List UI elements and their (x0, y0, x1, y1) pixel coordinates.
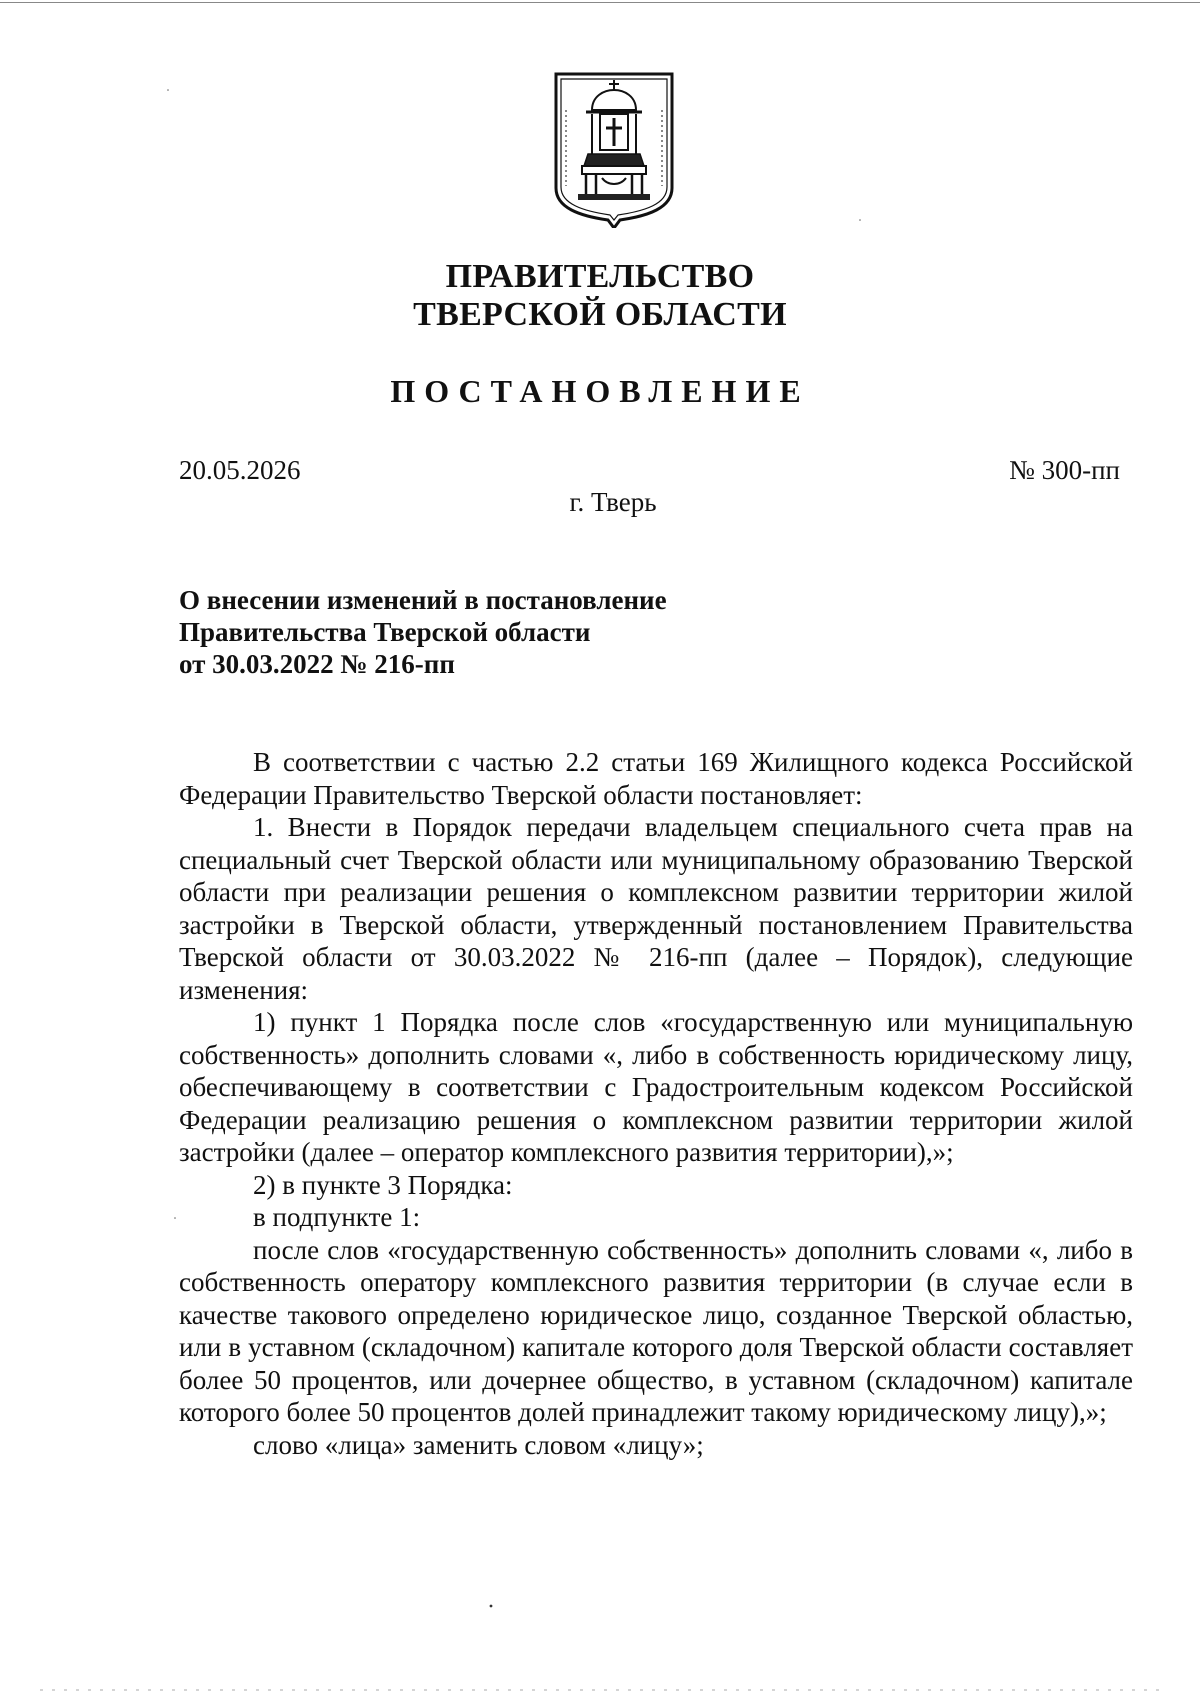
scan-top-edge (0, 2, 1200, 3)
government-title-line2: ТВЕРСКОЙ ОБЛАСТИ (413, 296, 787, 333)
decree-number: № 300-пп (1009, 455, 1120, 485)
decree-title: ПОСТАНОВЛЕНИЕ (390, 373, 810, 409)
body-paragraph-subpoint1: в подпункте 1: (253, 1202, 421, 1232)
tver-coat-of-arms-icon (552, 70, 676, 228)
body-paragraph-preamble: В соответствии с частью 2.2 статьи 169 Жилищного кодекса Российской Федерации Правительство Тверской области постановляет: (179, 747, 1133, 810)
subject-line2: Правительства Тверской области (179, 617, 591, 647)
subject-line1: О внесении изменений в постановление (179, 585, 667, 615)
subject-line3: от 30.03.2022 № 216-пп (179, 649, 455, 679)
body-paragraph-subitem1: 1) пункт 1 Порядка после слов «государственную или муниципальную собственность» дополнить словами «, либо в собственность юридическому лицу, обеспечивающему в соответствии с Градостроительным кодексом Российской Федерации реализацию решения о комплексном развитии территории жилой застройки (далее – оператор комплексного развития территории),»; (179, 1007, 1133, 1167)
decree-date: 20.05.2026 (179, 455, 301, 485)
decree-subject (179, 584, 779, 680)
body-paragraph-replacement: слово «лица» заменить словом «лицу»; (253, 1429, 704, 1460)
body-paragraph-insertion: после слов «государственную собственность» дополнить словами «, либо в собственность оператору комплексного развития территории (в случае если в качестве такового определено юридическое лицо, созданное Тверской областью, или в уставном (складочном) капитале которого доля Тверской области составляет более 50 процентов, или дочернее общество, в уставном (складочном) капитале которого более 50 процентов долей принадлежит такому юридическому лицу),»; (179, 1234, 1133, 1427)
body-paragraph-item1: 1. Внести в Порядок передачи владельцем специального счета прав на специальный счет Тверской области или муниципальному образованию Тверской области при реализации решения о комплексном развитии территории жилой застройки в Тверской области, утвержденный постановлением Правительства Тверской области от 30.03.2022 № 216-пп (далее – Порядок), следующие изменения: (179, 812, 1133, 1005)
body-paragraph-subitem2: 2) в пункте 3 Порядка: (253, 1169, 513, 1200)
government-title-line1: ПРАВИТЕЛЬСТВО (445, 258, 755, 295)
decree-body (179, 746, 1133, 1461)
government-title (300, 258, 900, 334)
decree-city: г. Тверь (569, 487, 657, 517)
